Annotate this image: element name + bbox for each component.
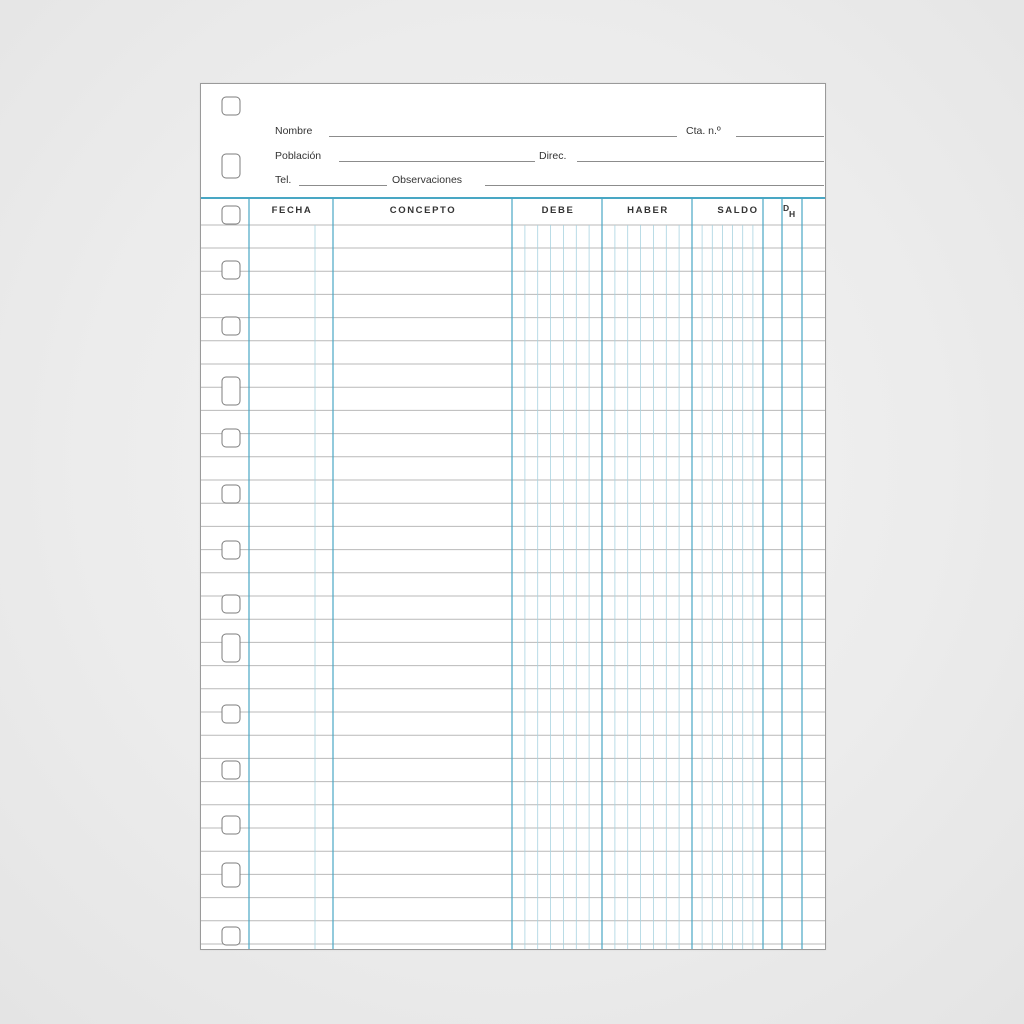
punch-hole — [222, 317, 240, 335]
punch-hole — [222, 541, 240, 559]
punch-hole — [222, 595, 240, 613]
punch-hole — [222, 261, 240, 279]
punch-hole — [222, 377, 240, 405]
column-header-concepto: CONCEPTO — [389, 205, 457, 216]
punch-hole — [222, 97, 240, 115]
punch-hole — [222, 816, 240, 834]
cuenta-label: Cta. n.º — [686, 125, 721, 137]
column-header-saldo: SALDO — [717, 205, 759, 216]
column-header-debe-haber — [783, 203, 796, 219]
column-header-debe: DEBE — [541, 205, 575, 216]
dh-top-letter: D — [783, 203, 790, 213]
direccion-label: Direc. — [539, 150, 567, 162]
punch-hole — [222, 927, 240, 945]
punch-hole — [222, 634, 240, 662]
punch-hole — [222, 154, 240, 178]
observaciones-label: Observaciones — [392, 174, 463, 186]
poblacion-label: Población — [275, 150, 322, 162]
ledger-sheet — [200, 83, 826, 950]
punch-hole — [222, 429, 240, 447]
punch-hole — [222, 485, 240, 503]
column-header-haber: HABER — [627, 205, 669, 216]
nombre-label: Nombre — [275, 125, 313, 137]
dh-bottom-letter: H — [789, 209, 796, 219]
punch-hole — [222, 761, 240, 779]
punch-hole — [222, 705, 240, 723]
punch-hole — [222, 206, 240, 224]
punch-hole — [222, 863, 240, 887]
column-header-fecha: FECHA — [271, 205, 313, 216]
telefono-label: Tel. — [275, 174, 292, 186]
